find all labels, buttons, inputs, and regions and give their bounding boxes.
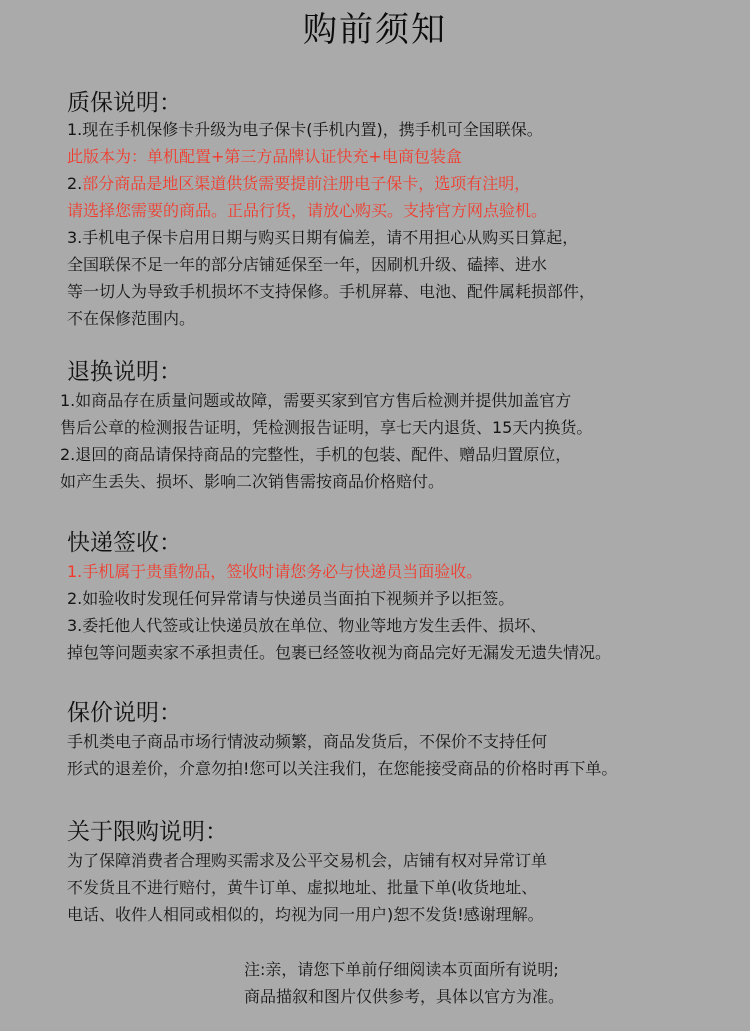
returns-line-3: 2.退回的商品请保持商品的完整性，手机的包装、配件、赠品归置原位， xyxy=(60,445,572,464)
page-title: 购前须知 xyxy=(303,10,447,50)
price-protection-line-1: 手机类电子商品市场行情波动频繁，商品发货后，不保价不支持任何 xyxy=(67,732,548,751)
returns-line-4: 如产生丢失、损坏、影响二次销售需按商品价格赔付。 xyxy=(60,472,445,491)
returns-line-2: 售后公章的检测报告证明，凭检测报告证明，享七天内退货、15天内换货。 xyxy=(60,418,593,437)
footer-note-line-2: 商品描叙和图片仅供参考，具体以官方为准。 xyxy=(244,987,565,1006)
warranty-line-2-prefix xyxy=(67,172,530,196)
warranty-line-5: 全国联保不足一年的部分店铺延保至一年，因刷机升级、磕摔、进水 xyxy=(67,255,548,274)
footer-note-line-1: 注:亲，请您下单前仔细阅读本页面所有说明; xyxy=(244,960,559,979)
purchase-limit-line-2: 不发货且不进行赔付，黄牛订单、虚拟地址、批量下单(收货地址、 xyxy=(67,878,538,897)
price-protection-heading: 保价说明： xyxy=(67,700,182,726)
purchase-limit-line-1: 为了保障消费者合理购买需求及公平交易机会，店铺有权对异常订单 xyxy=(67,851,548,870)
warranty-heading: 质保说明： xyxy=(67,90,182,116)
delivery-heading: 快递签收： xyxy=(67,530,182,556)
returns-heading: 退换说明： xyxy=(67,359,182,385)
delivery-line-2: 2.如验收时发现任何异常请与快递员当面拍下视频并予以拒签。 xyxy=(67,589,515,608)
warranty-line-1: 1.现在手机保修卡升级为电子保卡(手机内置)，携手机可全国联保。 xyxy=(67,120,543,139)
warranty-configuration-line: 此版本为：单机配置+第三方品牌认证快充+电商包装盒 xyxy=(67,147,462,166)
warranty-line-4: 3.手机电子保卡启用日期与购买日期有偏差，请不用担心从购买日算起， xyxy=(67,228,579,247)
delivery-line-3: 3.委托他人代签或让快递员放在单位、物业等地方发生丢件、损坏、 xyxy=(67,616,547,635)
delivery-line-4: 掉包等问题卖家不承担责任。包裹已经签收视为商品完好无漏发无遗失情况。 xyxy=(67,643,612,662)
warranty-line-2-number: 2. xyxy=(67,174,83,193)
price-protection-line-2: 形式的退差价，介意勿拍!您可以关注我们，在您能接受商品的价格时再下单。 xyxy=(67,759,618,778)
returns-line-1: 1.如商品存在质量问题或故障，需要买家到官方售后检测并提供加盖官方 xyxy=(60,391,572,410)
warranty-line-2-red-text: 部分商品是地区渠道供货需要提前注册电子保卡，选项有注明， xyxy=(82,174,531,193)
purchase-limit-line-3: 电话、收件人相同或相似的，均视为同一用户)恕不发货!感谢理解。 xyxy=(67,905,544,924)
warranty-line-6: 等一切人为导致手机损坏不支持保修。手机屏幕、电池、配件属耗损部件， xyxy=(67,282,596,301)
warranty-line-7: 不在保修范围内。 xyxy=(67,309,196,328)
purchase-limit-heading: 关于限购说明： xyxy=(67,819,228,845)
warranty-line-3-red: 请选择您需要的商品。正品行货，请放心购买。支持官方网点验机。 xyxy=(67,201,548,220)
delivery-line-1-red: 1.手机属于贵重物品，签收时请您务必与快递员当面验收。 xyxy=(67,562,483,581)
